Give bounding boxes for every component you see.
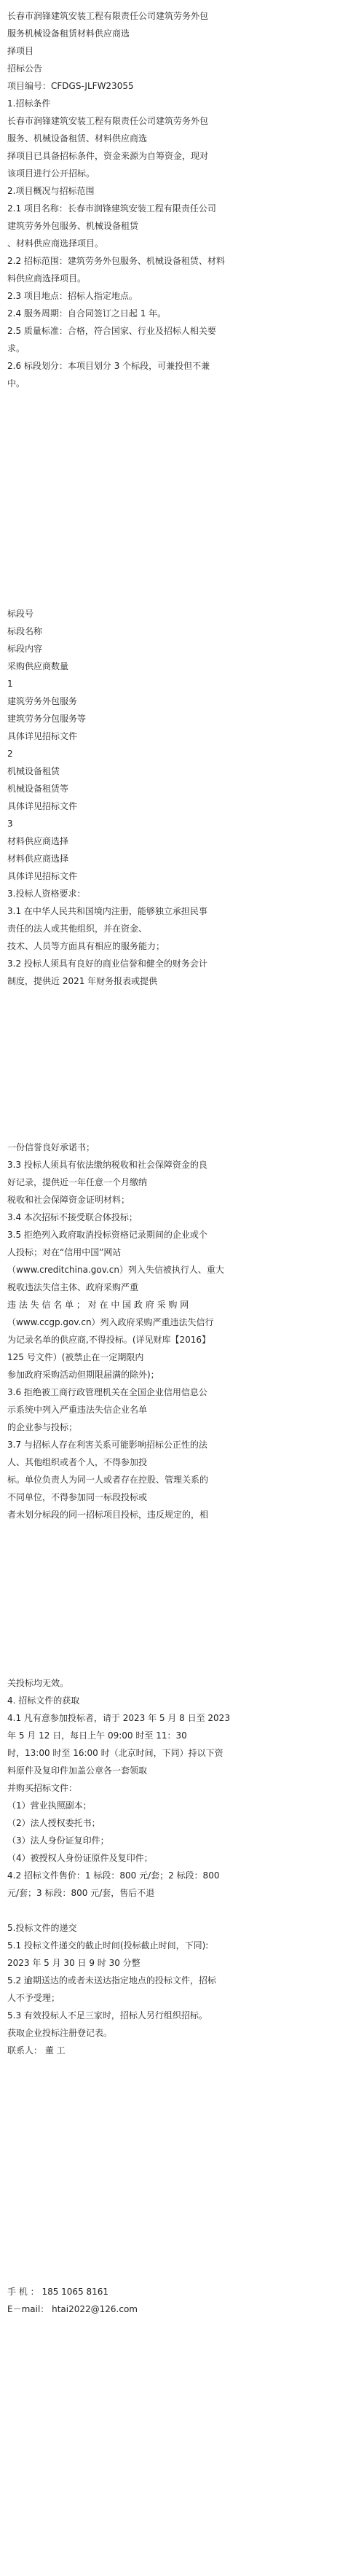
text-line: 3.2 投标人须具有良好的商业信誉和健全的财务会计 — [7, 959, 207, 969]
text-line: 4.1 凡有意参加投标者，请于 2023 年 5 月 8 日至 2023 — [7, 1713, 230, 1723]
text-line: （4）被授权人身份证原件及复印件； — [7, 1853, 153, 1863]
text-line: 、材料供应商选择项目。 — [7, 238, 104, 249]
text-line: 2.3 项目地点：招标人指定地点。 — [7, 291, 138, 301]
text-line: 125 号文件）(被禁止在一定期限内 — [7, 1352, 144, 1362]
text-line: 2.5 质量标准：合格，符合国家、行业及招标人相关要 — [7, 326, 216, 336]
text-line: （3）法人身份证复印件； — [7, 1835, 109, 1846]
text-line: 5.3 有效投标人不足三家时，招标人另行组织招标。 — [7, 2010, 207, 2021]
text-line: 具体详见招标文件 — [7, 731, 78, 741]
text-line: 时，13:00 时至 16:00 时（北京时间，下同）持以下资 — [7, 1748, 223, 1758]
text-line: 标段内容 — [7, 644, 43, 654]
text-line: 税收违法失信主体、政府采购严重 — [7, 1282, 139, 1292]
text-line: 1.招标条件 — [7, 98, 51, 109]
contact-section — [7, 2283, 349, 2318]
text-line: 5.投标文件的递交 — [7, 1923, 77, 1933]
announcement-section-2 — [7, 605, 349, 990]
text-line: 择项目 — [7, 46, 34, 56]
text-line: 3.投标人资格要求： — [7, 889, 86, 899]
text-line: 建筑劳务外包服务、机械设备租赁 — [7, 221, 139, 231]
text-line: 机械设备租赁 — [7, 766, 60, 776]
text-line: 5.1 投标文件递交的截止时间(投标截止时间，下同): — [7, 1940, 209, 1951]
text-line: （2）法人授权委托书； — [7, 1818, 100, 1828]
text-line: 责任的法人或其他组织，并在资金、 — [7, 924, 148, 934]
text-line: 中。 — [7, 378, 25, 389]
text-line: 标段名称 — [7, 626, 43, 636]
text-line: 联系人： 董 工 — [7, 2045, 66, 2056]
text-line: 5.2 逾期送达的或者未送达指定地点的投标文件，招标 — [7, 1975, 216, 1986]
text-line: 4.2 招标文件售价：1 标段：800 元/套；2 标段：800 — [7, 1870, 220, 1881]
text-line: 获取企业投标注册登记表。 — [7, 2028, 113, 2038]
text-line: 3.3 投标人须具有依法缴纳税收和社会保障资金的良 — [7, 1160, 207, 1170]
text-line: 具体详见招标文件 — [7, 801, 78, 811]
text-line: 3.7 与招标人存在利害关系可能影响招标公正性的法 — [7, 1440, 207, 1450]
text-line: 税收和社会保障资金证明材料； — [7, 1195, 130, 1205]
text-line: 该项目进行公开招标。 — [7, 168, 95, 179]
announcement-section-4 — [7, 1674, 349, 2059]
text-line: 2.1 项目名称：长春市润锋建筑安装工程有限责任公司 — [7, 203, 216, 214]
text-line: 3.1 在中华人民共和国境内注册，能够独立承担民事 — [7, 906, 207, 916]
text-line: 制度，提供近 2021 年财务报表或提供 — [7, 976, 158, 986]
text-line: 招标公告 — [7, 63, 43, 74]
text-line: 不同单位，不得参加同一标段投标或 — [7, 1492, 148, 1502]
text-line: 参加政府采购活动但期限届满的除外)； — [7, 1370, 159, 1380]
text-line: 长春市润锋建筑安装工程有限责任公司建筑劳务外包 — [7, 116, 209, 126]
text-line: 2.2 招标范围：建筑劳务外包服务、机械设备租赁、材料 — [7, 256, 225, 266]
text-line: 并购买招标文件： — [7, 1783, 78, 1793]
text-line: 服务机械设备租赁材料供应商选 — [7, 28, 130, 39]
text-line: （www.creditchina.gov.cn）列入失信被执行人、重大 — [7, 1265, 224, 1275]
text-line: 示系统中列入严重违法失信企业名单 — [7, 1405, 148, 1415]
text-line: 2.项目概况与招标范围 — [7, 186, 95, 196]
text-line: （1）营业执照副本； — [7, 1800, 92, 1811]
text-line: 标。单位负责人为同一人或者存在控股、管理关系的 — [7, 1475, 209, 1485]
text-line: 2023 年 5 月 30 日 9 时 30 分整 — [7, 1958, 141, 1968]
text-line: 违 法 失 信 名 单 ； 对 在 中 国 政 府 采 购 网 — [7, 1300, 189, 1310]
text-line: 机械设备租赁等 — [7, 784, 69, 794]
text-line: 标段号 — [7, 609, 34, 619]
announcement-section-3 — [7, 1139, 349, 1523]
text-line: 2.4 服务周期：自合同签订之日起 1 年。 — [7, 308, 167, 319]
text-line: 好记录，提供近一年任意一个月缴纳 — [7, 1177, 148, 1187]
text-line: 2 — [7, 749, 13, 759]
text-line: 1 — [7, 679, 13, 689]
text-line: 的企业参与投标； — [7, 1422, 78, 1432]
text-line: 者未划分标段的同一招标项目投标，违反规定的，相 — [7, 1510, 209, 1520]
text-line: 3.6 拒绝被工商行政管理机关在全国企业信用信息公 — [7, 1387, 207, 1397]
text-line: 建筑劳务外包服务 — [7, 696, 78, 706]
text-line: 技术、人员等方面具有相应的服务能力； — [7, 941, 165, 951]
announcement-section-1 — [7, 7, 349, 392]
text-line: 服务、机械设备租赁、材料供应商选 — [7, 133, 148, 144]
text-line: 3.5 拒绝列入政府取消投标资格记录期间的企业或个 — [7, 1230, 207, 1240]
text-line: 人、其他组织或者个人，不得参加投 — [7, 1457, 148, 1467]
text-line: 3.4 本次招标不接受联合体投标； — [7, 1212, 138, 1222]
text-line: 为记录名单的供应商,不得投标。(详见财库【2016】 — [7, 1335, 211, 1345]
text-line: 建筑劳务分包服务等 — [7, 714, 87, 724]
text-line: E－mail： htai2022@126.com — [7, 2304, 138, 2314]
text-line: 人投标；对在“信用中国”网站 — [7, 1247, 122, 1257]
text-line: 4. 招标文件的获取 — [7, 1695, 80, 1706]
text-line: （www.ccgp.gov.cn）列入政府采购严重违法失信行 — [7, 1317, 214, 1327]
text-line: 材料供应商选择 — [7, 836, 69, 846]
text-line: 项目编号：CFDGS-JLFW23055 — [7, 81, 134, 91]
text-line: 元/套；3 标段：800 元/套，售后不退 — [7, 1888, 155, 1898]
text-line: 关投标均无效。 — [7, 1678, 69, 1688]
text-line: 2.6 标段划分：本项目划分 3 个标段，可兼投但不兼 — [7, 361, 210, 371]
text-line: 采购供应商数量 — [7, 661, 69, 671]
text-line: 手 机 ： 185 1065 8161 — [7, 2287, 109, 2297]
text-line: 料原件及复印件加盖公章各一套领取 — [7, 1765, 148, 1776]
text-line: 求。 — [7, 343, 25, 354]
text-line: 材料供应商选择 — [7, 854, 69, 864]
text-line — [7, 1902, 349, 1919]
text-line: 年 5 月 12 日，每日上午 09:00 时至 11：30 — [7, 1730, 187, 1741]
text-line: 一份信誉良好承诺书； — [7, 1142, 95, 1152]
text-line: 料供应商选择项目。 — [7, 273, 87, 284]
text-line: 3 — [7, 819, 13, 829]
text-line: 长春市润锋建筑安装工程有限责任公司建筑劳务外包 — [7, 11, 209, 21]
text-line: 具体详见招标文件 — [7, 871, 78, 881]
text-line: 人不予受理； — [7, 1993, 60, 2003]
text-line: 择项目已具备招标条件，资金来源为自筹资金，现对 — [7, 151, 209, 161]
